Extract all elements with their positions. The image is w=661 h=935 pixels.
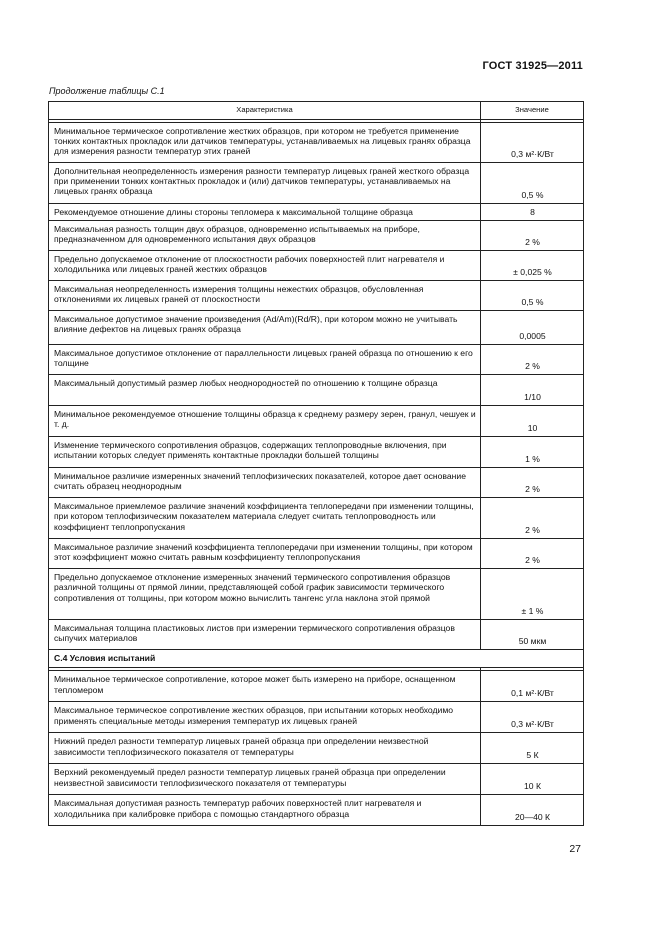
table-row xyxy=(49,221,584,251)
row-characteristic: Нижний предел разности температур лицевых граней образца при определении неизвестной зависимости теплофизического показателя от температуры xyxy=(49,733,481,764)
page-number: 27 xyxy=(569,843,581,855)
row-value: ± 0,025 % xyxy=(481,251,584,281)
table-row xyxy=(49,468,584,498)
table-row xyxy=(49,437,584,468)
row-characteristic: Верхний рекомендуемый предел разности температур лицевых граней образца при определении неизвестной зависимости теплофизического показателя от температуры xyxy=(49,764,481,795)
table-row xyxy=(49,539,584,569)
row-value: 8 xyxy=(481,204,584,221)
row-value: 1 % xyxy=(481,437,584,468)
table-row xyxy=(49,733,584,764)
row-characteristic: Максимальная толщина пластиковых листов при измерении термического сопротивления образцов сыпучих материалов xyxy=(49,620,481,650)
row-characteristic: Максимальное допустимое отклонение от параллельности лицевых граней образца по отношению к его толщине xyxy=(49,345,481,375)
table-row xyxy=(49,375,584,406)
row-characteristic: Максимальная разность толщин двух образцов, одновременно испытываемых на приборе, предназначенном для одновременного испытания двух образцов xyxy=(49,221,481,251)
row-characteristic: Максимальная неопределенность измерения толщины нежестких образцов, обусловленная отклонениями их лицевых граней от плоскостности xyxy=(49,281,481,311)
row-value: 2 % xyxy=(481,498,584,539)
column-header-value: Значение xyxy=(481,102,584,120)
row-value: 2 % xyxy=(481,345,584,375)
row-value: 0,5 % xyxy=(481,163,584,204)
row-value: 0,0005 xyxy=(481,311,584,345)
row-characteristic: Максимальное различие значений коэффициента теплопередачи при изменении толщины, при котором этот коэффициент можно считать равным коэффициенту теплопропускания xyxy=(49,539,481,569)
table-row xyxy=(49,671,584,702)
row-value: 2 % xyxy=(481,468,584,498)
spec-table xyxy=(48,101,584,826)
document-header: ГОСТ 31925—2011 xyxy=(482,60,583,72)
table-row xyxy=(49,123,584,163)
row-characteristic: Максимальное приемлемое различие значений коэффициента теплопередачи при изменении толщины, при котором теплофизическим показателем материала следует считать теплопроводность или коэффициент теплопропускания xyxy=(49,498,481,539)
row-characteristic: Максимальное термическое сопротивление жестких образцов, при испытании которых необходимо применять специальные методы измерения температур их лицевых граней xyxy=(49,702,481,733)
row-value: 0,3 м²·К/Вт xyxy=(481,702,584,733)
table-row xyxy=(49,620,584,650)
row-characteristic: Предельно допускаемое отклонение измеренных значений термического сопротивления образцов различной толщины от прямой линии, представляющей собой график зависимости термического сопротивления от толщины, при котором можно вычислить тангенс угла наклона этой прямой xyxy=(49,569,481,620)
row-value: 5 К xyxy=(481,733,584,764)
row-characteristic: Минимальное рекомендуемое отношение толщины образца к среднему размеру зерен, гранул, чешуек и т. д. xyxy=(49,406,481,437)
table-row xyxy=(49,204,584,221)
row-value: 50 мкм xyxy=(481,620,584,650)
table-row xyxy=(49,406,584,437)
row-characteristic: Рекомендуемое отношение длины стороны тепломера к максимальной толщине образца xyxy=(49,204,481,221)
row-value: 2 % xyxy=(481,221,584,251)
row-value: 0,5 % xyxy=(481,281,584,311)
table-row xyxy=(49,702,584,733)
table-row xyxy=(49,345,584,375)
row-value: 20—40 К xyxy=(481,795,584,826)
row-characteristic: Минимальное термическое сопротивление, которое может быть измерено на приборе, оснащенном тепломером xyxy=(49,671,481,702)
table-row xyxy=(49,281,584,311)
section-title: С.4 Условия испытаний xyxy=(49,650,584,668)
row-characteristic: Предельно допускаемое отклонение от плоскостности рабочих поверхностей плит нагревателя и холодильника или лицевых граней жестких образцов xyxy=(49,251,481,281)
table-row xyxy=(49,311,584,345)
table-caption: Продолжение таблицы С.1 xyxy=(49,86,165,96)
table-row xyxy=(49,764,584,795)
row-characteristic: Минимальное различие измеренных значений теплофизических показателей, которое дает основание считать образец неоднородным xyxy=(49,468,481,498)
table-header-row xyxy=(49,102,584,120)
row-characteristic: Минимальное термическое сопротивление жестких образцов, при котором не требуется применение тонких контактных прокладок или датчиков температуры, устанавливаемых на лицевых гранях образца для измерения разности температур этих граней xyxy=(49,123,481,163)
row-value: 10 К xyxy=(481,764,584,795)
row-value: ± 1 % xyxy=(481,569,584,620)
table-row xyxy=(49,569,584,620)
row-value: 1/10 xyxy=(481,375,584,406)
row-characteristic: Максимальное допустимое значение произведения (Ad/Am)(Rd/R), при котором можно не учитывать влияние дефектов на лицевых гранях образца xyxy=(49,311,481,345)
row-value: 0,1 м²·К/Вт xyxy=(481,671,584,702)
row-characteristic: Максимальный допустимый размер любых неоднородностей по отношению к толщине образца xyxy=(49,375,481,406)
column-header-characteristic: Характеристика xyxy=(49,102,481,120)
row-value: 0,3 м²·К/Вт xyxy=(481,123,584,163)
row-value: 2 % xyxy=(481,539,584,569)
table-row xyxy=(49,795,584,826)
row-characteristic: Дополнительная неопределенность измерения разности температур лицевых граней жесткого образца при применении тонких контактных прокладок и (или) датчиков температуры, устанавливаемых на лицевых гранях образца xyxy=(49,163,481,204)
table-row xyxy=(49,163,584,204)
section-row xyxy=(49,650,584,668)
row-characteristic: Максимальная допустимая разность температур рабочих поверхностей плит нагревателя и холодильника при калибровке прибора с помощью стандартного образца xyxy=(49,795,481,826)
table-row xyxy=(49,251,584,281)
table-row xyxy=(49,498,584,539)
row-characteristic: Изменение термического сопротивления образцов, содержащих теплопроводные включения, при испытании которых следует применять контактные прокладки большей толщины xyxy=(49,437,481,468)
row-value: 10 xyxy=(481,406,584,437)
